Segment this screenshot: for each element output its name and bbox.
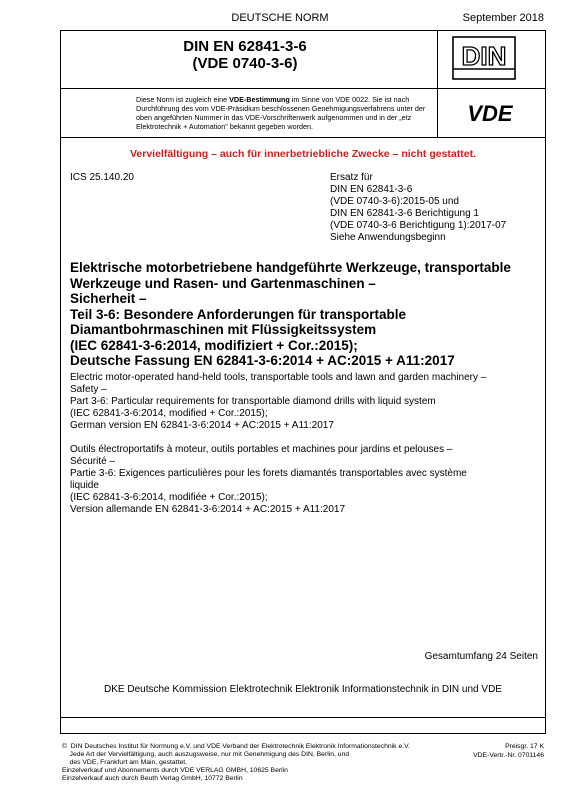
replaces-line: Siehe Anwendungsbeginn — [330, 232, 446, 243]
title-line: Deutsche Fassung EN 62841-3-6:2014 + AC:2015 + A11:2017 — [70, 353, 455, 368]
footer-line: Jede Art der Vervielfältigung, auch auszugsweise, nur mit Genehmigung des DIN, Berlin, und — [62, 751, 350, 758]
price-block — [473, 743, 544, 760]
din-logo — [452, 36, 516, 80]
title-line: (IEC 62841-3-6:2014, modifiziert + Cor.:2015); — [70, 337, 358, 353]
din-logo-text: DIN — [461, 41, 507, 71]
french-title — [70, 444, 540, 516]
title-line: Electric motor-operated hand-held tools, transportable tools and lawn and garden machinery – — [70, 372, 487, 383]
order-number: VDE-Vertr.-Nr. 0701146 — [473, 751, 544, 759]
divider — [437, 31, 438, 138]
divider — [61, 88, 545, 89]
copyright-footer — [62, 743, 432, 783]
title-line: Werkzeuge und Rasen- und Gartenmaschinen – — [70, 275, 376, 291]
german-title — [70, 260, 540, 369]
price-group: Preisgr. 17 K — [505, 743, 544, 750]
standard-number: DIN EN 62841-3-6 — [183, 38, 307, 55]
title-line: Elektrische motorbetriebene handgeführte Werkzeuge, transportable — [70, 260, 511, 275]
title-line: liquide — [70, 480, 99, 491]
title-line: Sicherheit – — [70, 291, 147, 306]
standard-number-block — [60, 38, 430, 72]
title-line: Version allemande EN 62841-3-6:2014 + AC:2015 + A11:2017 — [70, 504, 346, 515]
vde-logo-text: VDE — [467, 102, 513, 124]
title-line: Part 3-6: Particular requirements for transportable diamond drills with liquid system — [70, 396, 436, 407]
replaces-line: Ersatz für — [330, 172, 373, 183]
divider — [61, 717, 545, 718]
document-category: DEUTSCHE NORM — [231, 12, 329, 24]
replaces-line: (VDE 0740-3-6 Berichtigung 1):2017-07 — [330, 220, 507, 231]
replaces-line: (VDE 0740-3-6):2015-05 und — [330, 196, 459, 207]
title-line: Partie 3-6: Exigences particulières pour les forets diamantés transportables avec système — [70, 468, 467, 479]
title-line: Diamantbohrmaschinen mit Flüssigkeitssystem — [70, 322, 377, 337]
footer-line: des VDE, Frankfurt am Main, gestattet. — [62, 759, 188, 766]
footer-line: Einzelverkauf auch durch Beuth Verlag GmbH, 10772 Berlin — [62, 775, 243, 782]
ics-code: ICS 25.140.20 — [70, 172, 134, 183]
replaces-block — [330, 172, 506, 244]
english-title — [70, 372, 540, 432]
dke-line: DKE Deutsche Kommission Elektrotechnik Elektronik Informationstechnik in DIN und VDE — [104, 684, 502, 695]
total-pages: Gesamtumfang 24 Seiten — [424, 651, 538, 662]
footer-line: Einzelverkauf und Abonnements durch VDE VERLAG GMBH, 10625 Berlin — [62, 767, 288, 774]
title-line: (IEC 62841-3-6:2014, modifiée + Cor.:2015); — [70, 492, 268, 503]
title-line: German version EN 62841-3-6:2014 + AC:2015 + A11:2017 — [70, 420, 334, 431]
vde-logo — [452, 102, 528, 124]
reproduction-warning: Vervielfältigung – auch für innerbetriebliche Zwecke – nicht gestattet. — [129, 148, 476, 160]
title-line: Teil 3-6: Besondere Anforderungen für transportable — [70, 306, 407, 322]
publication-date: September 2018 — [462, 12, 544, 24]
vde-number: (VDE 0740-3-6) — [192, 55, 298, 72]
divider — [61, 137, 545, 138]
vde-regulation-note: Diese Norm ist zugleich eine VDE-Bestimmung im Sinne von VDE 0022. Sie ist nach Durchführung des vom VDE-Präsidium beschlossenen Genehmigungsverfahrens unter der oben angeführten Nummer in das VDE-Vorschriftenwerk aufgenommen und in der „etz Elektrotechnik + Automation" bekannt gegeben worden. — [136, 95, 426, 131]
footer-line: © DIN Deutsches Institut für Normung e.V. und VDE Verband der Elektrotechnik Elektronik Informationstechnik e.V. — [62, 743, 410, 750]
replaces-line: DIN EN 62841-3-6 — [330, 184, 413, 195]
replaces-line: DIN EN 62841-3-6 Berichtigung 1 — [330, 208, 479, 219]
title-line: Sécurité – — [70, 456, 116, 467]
title-line: (IEC 62841-3-6:2014, modified + Cor.:2015); — [70, 408, 268, 419]
title-line: Outils électroportatifs à moteur, outils portables et machines pour jardins et pelouses – — [70, 444, 453, 455]
title-line: Safety – — [70, 384, 107, 395]
